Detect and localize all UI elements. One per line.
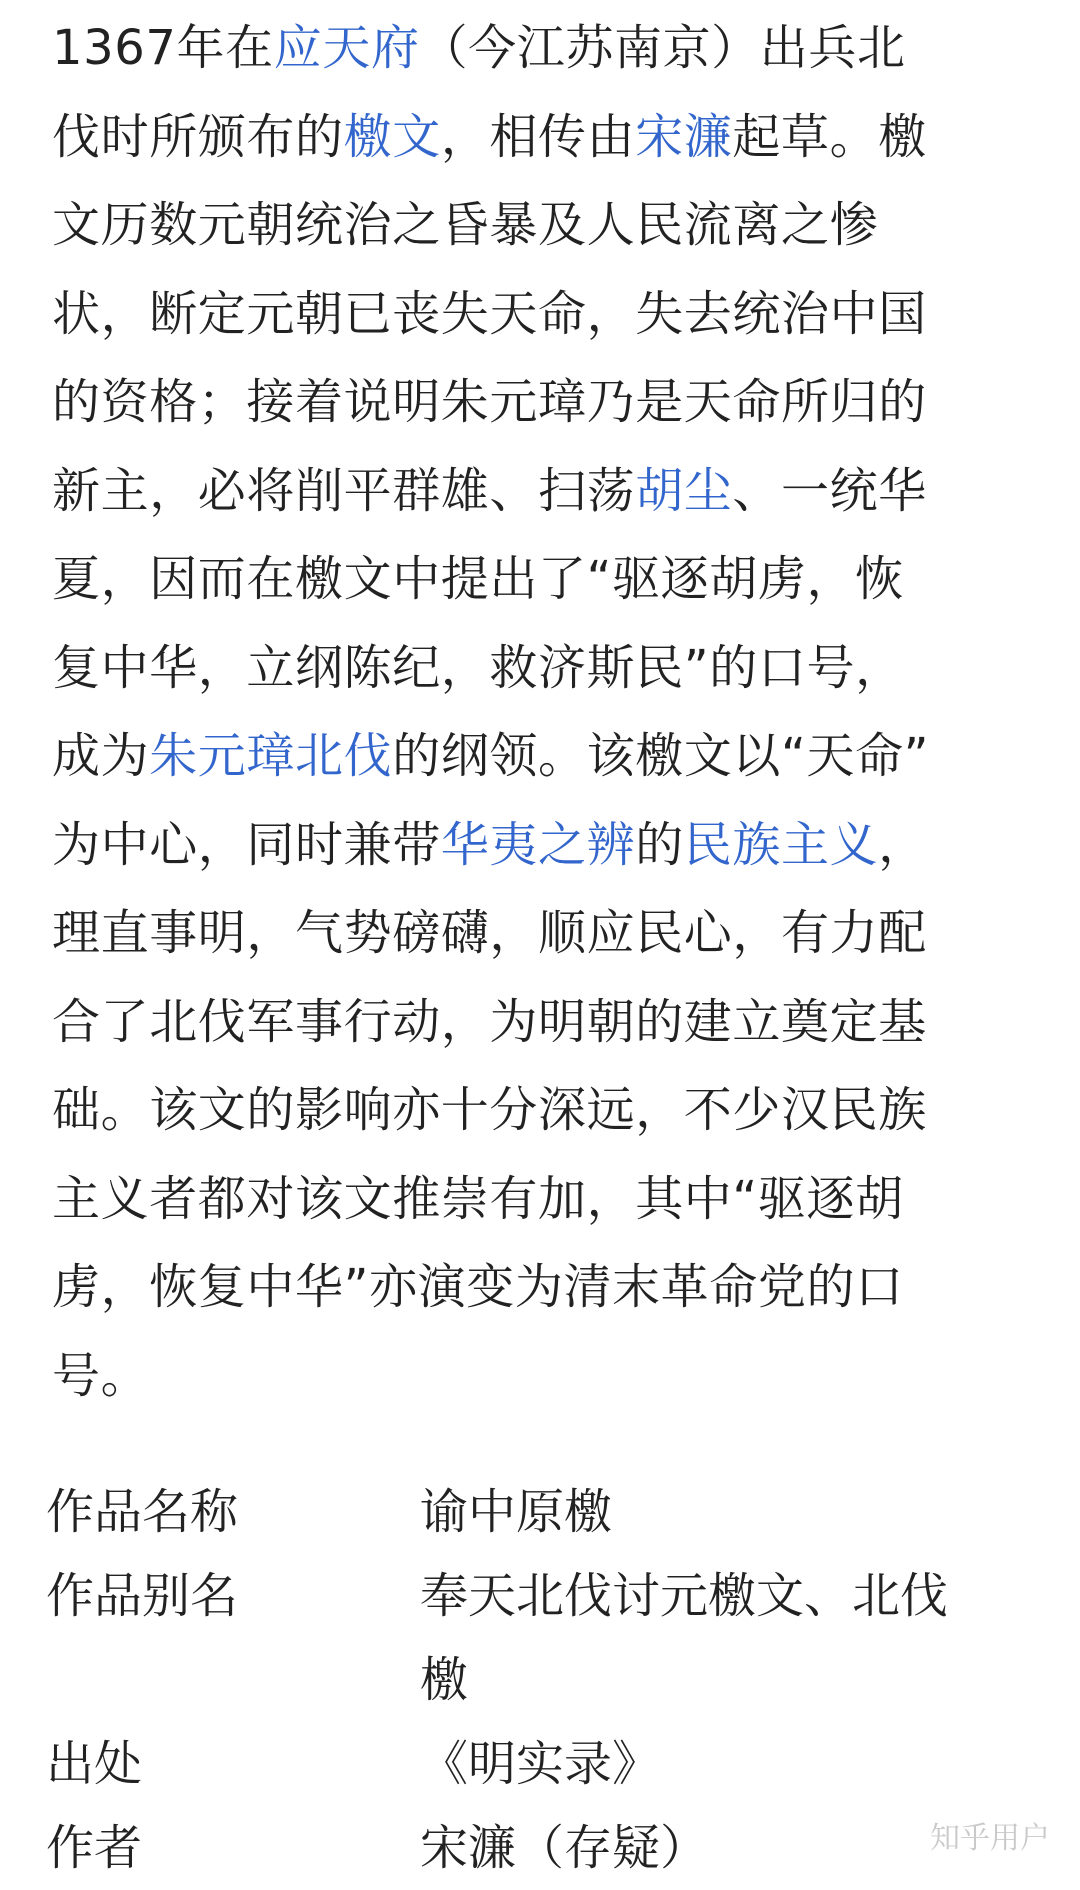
article-text: 的 — [635, 816, 684, 873]
infobox-label: 作者 — [46, 1820, 143, 1876]
infobox-row — [46, 1554, 1046, 1722]
article-line — [52, 181, 1032, 270]
article-link[interactable]: 民族主义 — [683, 816, 879, 873]
article-line — [52, 93, 1032, 182]
article-link[interactable]: 胡尘 — [635, 462, 733, 519]
infobox-row — [46, 1722, 1046, 1806]
article-text: 复中华，立纲陈纪，救济斯民”的口号， — [52, 639, 904, 696]
article-line — [52, 624, 1032, 713]
article-text: 为中心，同时兼带 — [52, 816, 441, 873]
article-text: 理直事明，气势磅礴，顺应民心，有力配 — [52, 905, 927, 961]
infobox-value: 奉天北伐讨元檄文、北伐檄 — [420, 1568, 949, 1708]
infobox-value: 宋濂（存疑） — [420, 1820, 709, 1876]
article-line — [52, 4, 1032, 93]
article-text: 状，断定元朝已丧失天命，失去统治中国 — [52, 285, 927, 342]
article-line — [52, 712, 1032, 801]
article-line — [52, 1066, 1032, 1155]
article-link[interactable]: 华夷之辨 — [440, 816, 636, 873]
article-text: 、一统华 — [732, 462, 927, 519]
article-line — [52, 889, 1032, 978]
article-text: 主义者都对该文推崇有加，其中“驱逐胡 — [52, 1170, 904, 1227]
article-text: ，相传由 — [440, 108, 636, 165]
article-text: 1367年在 — [52, 20, 274, 76]
infobox-row — [46, 1806, 1046, 1890]
article-line — [52, 358, 1032, 447]
article-link[interactable]: 檄文 — [343, 108, 441, 165]
article-line — [52, 1243, 1032, 1332]
infobox-row — [46, 1470, 1046, 1554]
article-line — [52, 1332, 1032, 1421]
article-line — [52, 447, 1032, 536]
infobox-label: 出处 — [46, 1736, 143, 1792]
article-text: ， — [878, 816, 927, 873]
infobox-label: 作品别名 — [46, 1568, 239, 1624]
article-text: 起草。檄 — [732, 108, 927, 165]
infobox-value: 谕中原檄 — [420, 1484, 613, 1540]
article-text: （今江苏南京）出兵北 — [419, 20, 906, 76]
article-text: 虏，恢复中华”亦演变为清末革命党的口 — [52, 1259, 904, 1315]
article-line — [52, 535, 1032, 624]
article-link[interactable]: 宋濂 — [635, 108, 733, 165]
article-text: 伐时所颁布的 — [52, 108, 344, 165]
infobox-value: 《明实录》 — [420, 1736, 661, 1792]
article-line — [52, 801, 1032, 890]
article-link[interactable]: 朱元璋北伐 — [149, 728, 393, 784]
article-text: 文历数元朝统治之昏暴及人民流离之惨 — [52, 197, 879, 253]
article-text: 夏，因而在檄文中提出了“驱逐胡虏，恢 — [52, 551, 904, 607]
article-line — [52, 1155, 1032, 1244]
article-line — [52, 978, 1032, 1067]
article-paragraph — [52, 4, 1032, 1420]
article-link[interactable]: 应天府 — [273, 20, 420, 76]
article-text: 的资格；接着说明朱元璋乃是天命所归的 — [52, 374, 927, 430]
article-text: 成为 — [52, 728, 150, 784]
article-text: 号。 — [52, 1347, 150, 1404]
article-text: 新主，必将削平群雄、扫荡 — [52, 462, 636, 519]
infobox-table — [46, 1470, 1046, 1890]
article-text: 的纲领。该檄文以“天命” — [392, 728, 930, 784]
article-text: 合了北伐军事行动，为明朝的建立奠定基 — [52, 993, 927, 1050]
infobox-label: 作品名称 — [46, 1484, 239, 1540]
article-line — [52, 270, 1032, 359]
watermark: 知乎用户 — [930, 1821, 1050, 1856]
article-text: 础。该文的影响亦十分深远，不少汉民族 — [52, 1082, 927, 1138]
